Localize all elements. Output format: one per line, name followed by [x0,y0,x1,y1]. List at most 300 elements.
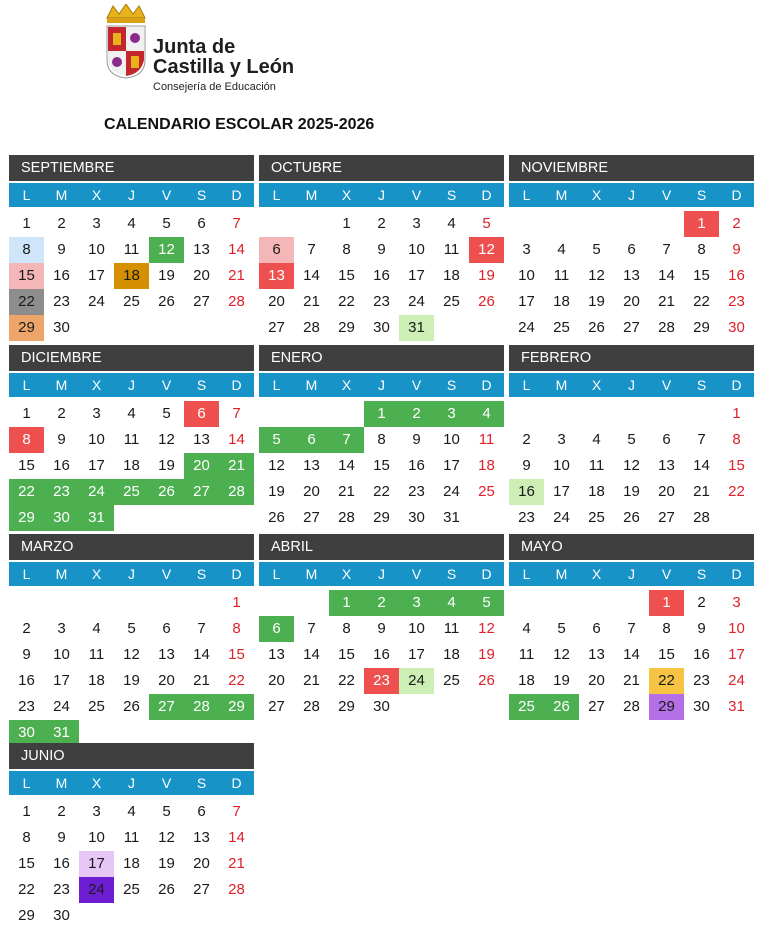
month-junio [9,743,254,929]
day-cell: 25 [123,293,140,310]
day-cell: 8 [377,431,386,448]
day-cell: 17 [408,646,425,663]
day-cell: 13 [193,241,210,258]
weekday-header [509,562,754,586]
empty-day [684,401,719,427]
weekday-label: S [446,566,457,582]
day-cell: 30 [9,720,44,746]
day-cell: 4 [92,620,101,637]
day-cell: 20 [658,483,675,500]
day-cell: 5 [162,803,171,820]
day-cell: 7 [197,620,206,637]
day-cell: 28 [658,319,675,336]
weekday-label: M [305,377,318,393]
weekday-label: J [378,566,385,582]
empty-day [9,590,44,616]
day-cell: 19 [158,457,175,474]
weekday-label: S [696,566,707,582]
day-cell: 1 [232,594,241,611]
day-cell: 11 [478,431,495,448]
day-cell: 6 [162,620,171,637]
day-cell: 16 [53,457,70,474]
weekday-label: V [161,187,172,203]
month-title: MARZO [9,534,254,560]
day-cell: 9 [57,431,66,448]
empty-day [294,590,329,616]
day-cell: 29 [18,907,35,924]
month-septiembre [9,155,254,341]
day-cell: 13 [259,263,294,289]
day-cell: 17 [553,483,570,500]
weekday-label: X [91,775,102,791]
day-cell: 22 [338,293,355,310]
calendar-title: CALENDARIO ESCOLAR 2025-2026 [104,116,375,133]
day-cell: 15 [18,457,35,474]
day-cell: 31 [728,698,745,715]
days-grid [509,211,754,341]
day-cell: 8 [662,620,671,637]
month-title: DICIEMBRE [9,345,254,371]
day-cell: 12 [158,431,175,448]
month-marzo [9,534,254,746]
weekday-label: X [591,187,602,203]
weekday-label: S [446,377,457,393]
day-cell: 7 [662,241,671,258]
weekday-label: X [591,566,602,582]
day-cell: 15 [9,263,44,289]
weekday-label: S [196,775,207,791]
day-cell: 2 [377,215,386,232]
weekday-label: L [272,187,281,203]
day-cell: 19 [123,672,140,689]
weekday-label: D [231,377,242,393]
day-cell: 15 [693,267,710,284]
day-cell: 9 [522,457,531,474]
day-cell: 18 [478,457,495,474]
day-cell: 7 [307,241,316,258]
day-cell: 29 [338,319,355,336]
empty-day [614,401,649,427]
month-febrero [509,345,754,531]
weekday-label: S [696,187,707,203]
day-cell: 11 [123,431,140,448]
days-grid [509,590,754,720]
day-cell: 10 [443,431,460,448]
day-cell: 27 [268,319,285,336]
month-title: FEBRERO [509,345,754,371]
day-cell: 12 [588,267,605,284]
day-cell: 14 [658,267,675,284]
day-cell: 17 [518,293,535,310]
weekday-label: M [55,566,68,582]
empty-day [649,211,684,237]
day-cell: 3 [57,620,66,637]
weekday-label: D [231,187,242,203]
day-cell: 14 [623,646,640,663]
weekday-label: J [378,377,385,393]
day-cell: 26 [149,479,184,505]
weekday-label: L [272,377,281,393]
weekday-label: S [196,377,207,393]
empty-day [544,211,579,237]
day-cell: 1 [684,211,719,237]
weekday-label: D [481,187,492,203]
day-cell: 12 [268,457,285,474]
day-cell: 24 [408,293,425,310]
day-cell: 7 [697,431,706,448]
day-cell: 25 [443,672,460,689]
day-cell: 6 [197,215,206,232]
month-title: OCTUBRE [259,155,504,181]
month-title: ABRIL [259,534,504,560]
day-cell: 22 [9,289,44,315]
days-grid [259,590,504,720]
weekday-label: L [22,775,31,791]
day-cell: 27 [623,319,640,336]
day-cell: 9 [22,646,31,663]
day-cell: 2 [57,803,66,820]
day-cell: 1 [732,405,741,422]
day-cell: 2 [697,594,706,611]
junta-logo [103,4,313,96]
day-cell: 19 [478,646,495,663]
day-cell: 2 [57,215,66,232]
day-cell: 4 [592,431,601,448]
day-cell: 25 [509,694,544,720]
weekday-label: S [196,566,207,582]
day-cell: 12 [623,457,640,474]
day-cell: 30 [728,319,745,336]
empty-day [79,590,114,616]
day-cell: 22 [728,483,745,500]
day-cell: 6 [197,803,206,820]
day-cell: 24 [79,479,114,505]
weekday-label: M [55,377,68,393]
day-cell: 1 [22,803,31,820]
day-cell: 9 [57,829,66,846]
day-cell: 25 [553,319,570,336]
day-cell: 12 [553,646,570,663]
weekday-label: L [22,566,31,582]
day-cell: 17 [408,267,425,284]
day-cell: 11 [123,241,140,258]
day-cell: 17 [728,646,745,663]
month-octubre [259,155,504,341]
day-cell: 16 [18,672,35,689]
day-cell: 1 [364,401,399,427]
day-cell: 13 [588,646,605,663]
day-cell: 23 [518,509,535,526]
day-cell: 23 [53,881,70,898]
month-title: MAYO [509,534,754,560]
day-cell: 16 [693,646,710,663]
empty-day [259,590,294,616]
month-diciembre [9,345,254,531]
day-cell: 26 [478,293,495,310]
day-cell: 18 [443,267,460,284]
day-cell: 1 [22,215,31,232]
weekday-label: J [128,775,135,791]
day-cell: 26 [268,509,285,526]
empty-day [149,590,184,616]
day-cell: 6 [259,237,294,263]
day-cell: 23 [693,672,710,689]
day-cell: 28 [184,694,219,720]
day-cell: 21 [623,672,640,689]
weekday-label: L [22,187,31,203]
day-cell: 24 [53,698,70,715]
weekday-label: S [696,377,707,393]
day-cell: 28 [303,698,320,715]
day-cell: 11 [518,646,535,663]
day-cell: 20 [303,483,320,500]
day-cell: 13 [303,457,320,474]
day-cell: 28 [693,509,710,526]
weekday-label: J [128,566,135,582]
day-cell: 4 [434,590,469,616]
day-cell: 3 [92,405,101,422]
day-cell: 15 [228,646,245,663]
day-cell: 7 [232,405,241,422]
day-cell: 31 [399,315,434,341]
day-cell: 22 [649,668,684,694]
day-cell: 10 [53,646,70,663]
day-cell: 15 [728,457,745,474]
empty-day [579,590,614,616]
weekday-label: D [731,187,742,203]
day-cell: 28 [338,509,355,526]
day-cell: 14 [338,457,355,474]
day-cell: 19 [553,672,570,689]
weekday-label: V [161,566,172,582]
day-cell: 12 [158,829,175,846]
weekday-label: M [555,187,568,203]
org-name-line2: Castilla y León [153,56,295,78]
day-cell: 24 [553,509,570,526]
empty-day [509,590,544,616]
day-cell: 5 [127,620,136,637]
day-cell: 20 [268,293,285,310]
empty-day [114,590,149,616]
empty-day [294,211,329,237]
day-cell: 4 [522,620,531,637]
day-cell: 18 [88,672,105,689]
day-cell: 6 [184,401,219,427]
day-cell: 8 [342,241,351,258]
days-grid [9,401,254,531]
day-cell: 21 [693,483,710,500]
day-cell: 30 [373,698,390,715]
day-cell: 2 [364,590,399,616]
weekday-header [9,771,254,795]
day-cell: 7 [307,620,316,637]
day-cell: 25 [478,483,495,500]
day-cell: 18 [123,855,140,872]
day-cell: 10 [553,457,570,474]
weekday-label: X [341,377,352,393]
day-cell: 1 [342,215,351,232]
day-cell: 16 [53,855,70,872]
day-cell: 26 [123,698,140,715]
days-grid [259,401,504,531]
day-cell: 14 [228,241,245,258]
day-cell: 15 [658,646,675,663]
day-cell: 27 [658,509,675,526]
day-cell: 22 [373,483,390,500]
weekday-label: M [55,775,68,791]
day-cell: 25 [443,293,460,310]
day-cell: 7 [627,620,636,637]
weekday-header [9,373,254,397]
day-cell: 18 [114,263,149,289]
day-cell: 15 [338,646,355,663]
weekday-label: J [628,377,635,393]
weekday-label: D [481,566,492,582]
day-cell: 7 [232,215,241,232]
day-cell: 17 [88,457,105,474]
day-cell: 21 [658,293,675,310]
day-cell: 10 [88,241,105,258]
month-title: SEPTIEMBRE [9,155,254,181]
day-cell: 3 [92,215,101,232]
day-cell: 18 [518,672,535,689]
day-cell: 8 [342,620,351,637]
day-cell: 14 [303,267,320,284]
day-cell: 23 [373,293,390,310]
day-cell: 29 [338,698,355,715]
day-cell: 21 [219,453,254,479]
day-cell: 15 [18,855,35,872]
weekday-label: D [481,377,492,393]
day-cell: 27 [193,293,210,310]
day-cell: 27 [268,698,285,715]
day-cell: 12 [123,646,140,663]
day-cell: 20 [193,855,210,872]
weekday-label: V [161,775,172,791]
day-cell: 11 [123,829,140,846]
day-cell: 9 [697,620,706,637]
day-cell: 19 [158,855,175,872]
day-cell: 18 [553,293,570,310]
weekday-label: L [522,187,531,203]
day-cell: 14 [193,646,210,663]
day-cell: 18 [443,646,460,663]
weekday-label: S [446,187,457,203]
day-cell: 10 [728,620,745,637]
weekday-label: L [272,566,281,582]
org-name-line1: Junta de [153,36,236,58]
day-cell: 25 [114,479,149,505]
day-cell: 11 [88,646,105,663]
day-cell: 30 [53,319,70,336]
day-cell: 8 [22,829,31,846]
day-cell: 5 [592,241,601,258]
day-cell: 28 [228,881,245,898]
day-cell: 20 [623,293,640,310]
day-cell: 29 [9,505,44,531]
weekday-label: L [522,566,531,582]
day-cell: 10 [518,267,535,284]
day-cell: 12 [478,620,495,637]
day-cell: 4 [127,405,136,422]
weekday-label: X [341,187,352,203]
day-cell: 18 [123,457,140,474]
day-cell: 8 [697,241,706,258]
day-cell: 5 [162,405,171,422]
day-cell: 27 [149,694,184,720]
day-cell: 30 [44,505,79,531]
day-cell: 17 [79,851,114,877]
day-cell: 8 [732,431,741,448]
day-cell: 15 [373,457,390,474]
day-cell: 22 [9,479,44,505]
day-cell: 5 [162,215,171,232]
day-cell: 21 [228,267,245,284]
day-cell: 29 [693,319,710,336]
day-cell: 8 [232,620,241,637]
weekday-label: L [22,377,31,393]
weekday-label: J [628,187,635,203]
day-cell: 25 [123,881,140,898]
day-cell: 10 [88,431,105,448]
weekday-label: J [378,187,385,203]
day-cell: 31 [79,505,114,531]
weekday-header [259,183,504,207]
empty-day [329,401,364,427]
weekday-label: D [231,775,242,791]
weekday-header [9,562,254,586]
day-cell: 4 [127,803,136,820]
day-cell: 13 [268,646,285,663]
day-cell: 24 [518,319,535,336]
weekday-label: V [411,566,422,582]
day-cell: 3 [399,590,434,616]
empty-day [579,401,614,427]
day-cell: 25 [588,509,605,526]
day-cell: 11 [443,241,460,258]
day-cell: 3 [412,215,421,232]
day-cell: 9 [377,241,386,258]
day-cell: 28 [623,698,640,715]
day-cell: 10 [408,620,425,637]
day-cell: 27 [588,698,605,715]
empty-day [649,401,684,427]
day-cell: 11 [588,457,605,474]
day-cell: 3 [557,431,566,448]
day-cell: 5 [469,590,504,616]
day-cell: 14 [228,829,245,846]
empty-day [259,401,294,427]
weekday-label: D [731,566,742,582]
day-cell: 24 [443,483,460,500]
day-cell: 31 [44,720,79,746]
day-cell: 16 [373,646,390,663]
day-cell: 19 [268,483,285,500]
day-cell: 9 [412,431,421,448]
day-cell: 13 [193,829,210,846]
weekday-header [259,373,504,397]
department-name: Consejería de Educación [153,81,276,93]
day-cell: 13 [623,267,640,284]
empty-day [544,401,579,427]
weekday-label: X [91,187,102,203]
empty-day [259,211,294,237]
day-cell: 21 [303,672,320,689]
day-cell: 23 [44,479,79,505]
day-cell: 16 [53,267,70,284]
coat-of-arms-icon [103,4,149,80]
day-cell: 19 [158,267,175,284]
